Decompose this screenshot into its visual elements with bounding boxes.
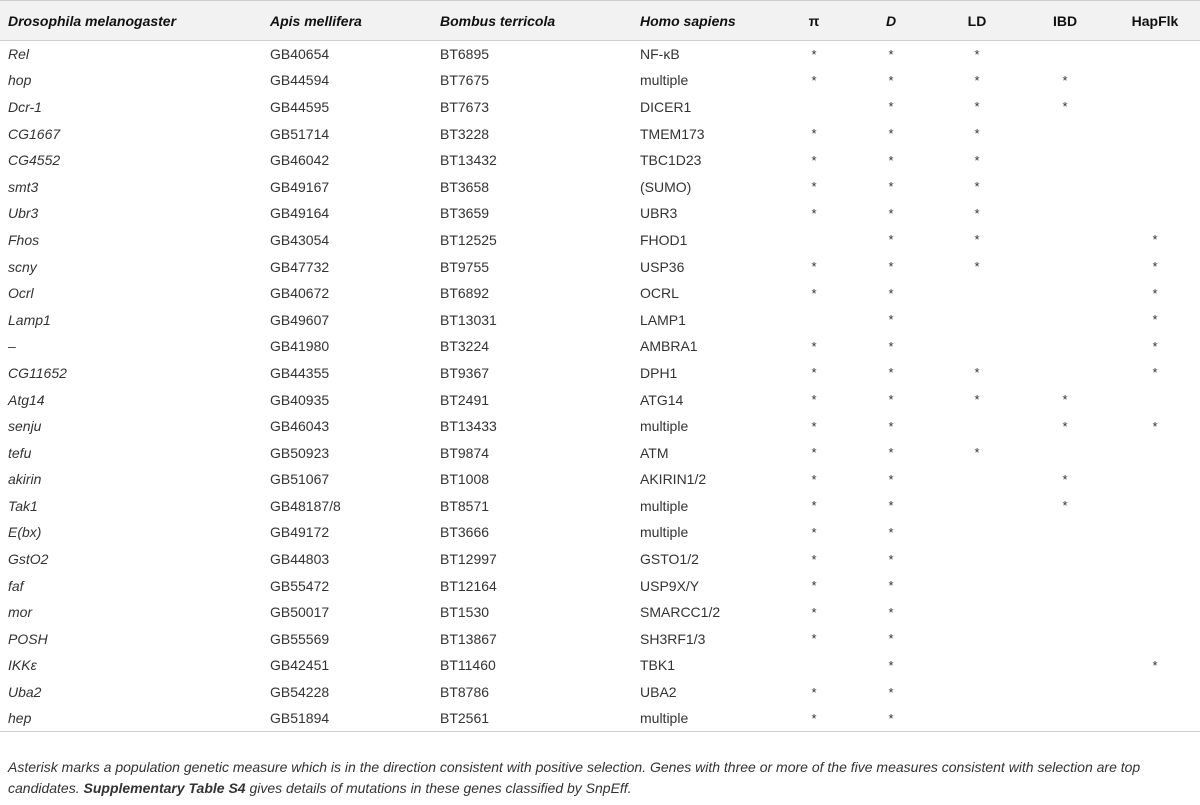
cell-pi: * [811, 179, 817, 195]
cell-d: * [888, 657, 894, 673]
cell-ld: * [974, 152, 980, 168]
cell-drosophila: faf [8, 577, 24, 594]
cell-drosophila: Dcr-1 [8, 98, 42, 115]
cell-ibd [1020, 572, 1110, 599]
cell-ld [934, 679, 1020, 706]
cell-hapflk [1110, 572, 1200, 599]
cell-pi: * [811, 365, 817, 381]
cell-drosophila: senju [8, 418, 42, 435]
cell-hapflk [1110, 67, 1200, 94]
cell-ld [934, 652, 1020, 679]
cell-hapflk [1110, 626, 1200, 653]
cell-ibd [1020, 306, 1110, 333]
col-header-hapflk: HapFlk [1110, 1, 1200, 41]
cell-pi: * [811, 46, 817, 62]
table-row [0, 333, 1200, 360]
cell-drosophila: Ocrl [8, 285, 34, 302]
cell-pi: * [780, 705, 848, 732]
footnote-text: Asterisk marks a population genetic measure which is in the direction consistent with positive selection. Genes with three or more of the five measures consistent with selection are top candidates. [8, 759, 1141, 796]
cell-hapflk: * [1152, 312, 1158, 328]
cell-d: * [888, 126, 894, 142]
cell-hapflk [1110, 705, 1200, 732]
table-row [0, 253, 1200, 280]
cell-ibd [1020, 41, 1110, 68]
cell-hapflk: * [1152, 338, 1158, 354]
cell-apis: GB44355 [270, 364, 330, 381]
table-row [0, 280, 1200, 307]
cell-apis: GB44595 [270, 98, 330, 115]
col-header-ld: LD [934, 1, 1020, 41]
cell-ibd [1020, 227, 1110, 254]
table-row [0, 94, 1200, 121]
cell-bombus: BT3666 [440, 524, 490, 541]
cell-homo: UBA2 [640, 684, 677, 701]
cell-drosophila: smt3 [8, 178, 39, 195]
cell-ibd: * [1062, 418, 1068, 434]
cell-hapflk [1110, 493, 1200, 520]
cell-homo: TBC1D23 [640, 152, 702, 169]
cell-bombus: BT9755 [440, 258, 490, 275]
cell-pi: * [811, 445, 817, 461]
cell-pi: * [811, 72, 817, 88]
cell-bombus: BT2561 [432, 705, 632, 732]
cell-drosophila: Rel [8, 46, 30, 63]
cell-ibd: * [1062, 471, 1068, 487]
cell-apis: GB55569 [270, 630, 330, 647]
cell-ibd: * [1062, 392, 1068, 408]
table-row [0, 599, 1200, 626]
cell-ld [934, 599, 1020, 626]
cell-homo: FHOD1 [640, 231, 688, 248]
cell-hapflk [1110, 466, 1200, 493]
cell-drosophila: – [8, 338, 16, 355]
cell-ibd [1020, 626, 1110, 653]
col-header-pi: π [780, 1, 848, 41]
cell-ibd [1020, 599, 1110, 626]
cell-apis: GB50017 [270, 604, 330, 621]
cell-apis: GB44803 [270, 551, 330, 568]
cell-apis: GB44594 [270, 72, 330, 89]
cell-bombus: BT6895 [440, 46, 490, 63]
cell-bombus: BT1530 [440, 604, 490, 621]
cell-homo: NF-κB [640, 46, 680, 63]
cell-d: * [888, 392, 894, 408]
cell-drosophila: IKKε [8, 657, 37, 674]
cell-ibd [1020, 546, 1110, 573]
cell-drosophila: Fhos [8, 231, 40, 248]
cell-hapflk [1110, 120, 1200, 147]
cell-pi [780, 652, 848, 679]
cell-pi [780, 306, 848, 333]
table-row [0, 493, 1200, 520]
cell-ld: * [974, 126, 980, 142]
header-row [0, 1, 1200, 41]
table-row [0, 413, 1200, 440]
cell-pi: * [811, 152, 817, 168]
col-header-bombus: Bombus terricola [432, 1, 632, 41]
footnote-supplementary-ref: Supplementary Table S4 [83, 780, 246, 796]
cell-d: * [888, 418, 894, 434]
cell-ld [934, 280, 1020, 307]
cell-hapflk: * [1152, 418, 1158, 434]
cell-homo: SH3RF1/3 [640, 630, 706, 647]
cell-homo: TBK1 [640, 657, 676, 674]
cell-hapflk: * [1152, 657, 1158, 673]
table-row [0, 652, 1200, 679]
cell-apis: GB41980 [270, 338, 330, 355]
cell-ibd [1020, 705, 1110, 732]
cell-d: * [888, 471, 894, 487]
table-row [0, 572, 1200, 599]
cell-ld: * [974, 205, 980, 221]
table-row [0, 679, 1200, 706]
cell-hapflk: * [1152, 285, 1158, 301]
cell-ld: * [974, 46, 980, 62]
cell-hapflk [1110, 546, 1200, 573]
table-row [0, 227, 1200, 254]
cell-apis: GB49607 [270, 311, 330, 328]
table-row [0, 67, 1200, 94]
cell-homo: (SUMO) [640, 178, 692, 195]
cell-d: * [888, 445, 894, 461]
cell-homo: OCRL [640, 285, 679, 302]
cell-ibd [1020, 120, 1110, 147]
cell-drosophila: Lamp1 [8, 311, 51, 328]
cell-ld [934, 705, 1020, 732]
cell-pi: * [811, 498, 817, 514]
cell-bombus: BT8571 [440, 497, 490, 514]
table-row [0, 439, 1200, 466]
cell-pi: * [811, 205, 817, 221]
cell-bombus: BT13031 [440, 311, 497, 328]
cell-bombus: BT3658 [440, 178, 490, 195]
cell-ibd [1020, 360, 1110, 387]
cell-d: * [848, 705, 934, 732]
cell-hapflk [1110, 200, 1200, 227]
cell-apis: GB49167 [270, 178, 330, 195]
cell-ibd [1020, 147, 1110, 174]
cell-d: * [888, 259, 894, 275]
col-header-ibd: IBD [1020, 1, 1110, 41]
table-row [0, 626, 1200, 653]
cell-bombus: BT7673 [440, 98, 490, 115]
cell-apis: GB47732 [270, 258, 330, 275]
cell-d: * [888, 285, 894, 301]
cell-bombus: BT11460 [440, 657, 496, 674]
cell-ld [934, 519, 1020, 546]
cell-d: * [888, 631, 894, 647]
cell-bombus: BT8786 [440, 684, 490, 701]
cell-d: * [888, 46, 894, 62]
cell-drosophila: hop [8, 72, 32, 89]
col-header-drosophila: Drosophila melanogaster [0, 1, 262, 41]
cell-homo: AMBRA1 [640, 338, 698, 355]
cell-hapflk [1110, 147, 1200, 174]
cell-drosophila: Atg14 [8, 391, 45, 408]
cell-ibd [1020, 439, 1110, 466]
cell-drosophila: E(bx) [8, 524, 42, 541]
cell-d: * [888, 232, 894, 248]
cell-hapflk: * [1152, 259, 1158, 275]
col-header-d: D [848, 1, 934, 41]
cell-bombus: BT13433 [440, 418, 497, 435]
cell-ld [934, 626, 1020, 653]
cell-apis: GB51894 [262, 705, 432, 732]
table-row [0, 386, 1200, 413]
cell-ibd [1020, 333, 1110, 360]
cell-apis: GB46043 [270, 418, 330, 435]
cell-ld: * [974, 72, 980, 88]
cell-drosophila: tefu [8, 444, 32, 461]
cell-ld: * [974, 445, 980, 461]
cell-homo: ATM [640, 444, 669, 461]
col-header-apis: Apis mellifera [262, 1, 432, 41]
cell-hapflk [1110, 173, 1200, 200]
cell-ld [934, 546, 1020, 573]
cell-drosophila: hep [0, 705, 262, 732]
cell-apis: GB43054 [270, 231, 330, 248]
cell-bombus: BT13432 [440, 152, 497, 169]
cell-ld [934, 493, 1020, 520]
cell-drosophila: GstO2 [8, 551, 49, 568]
cell-ibd [1020, 652, 1110, 679]
cell-drosophila: POSH [8, 630, 48, 647]
cell-ld [934, 572, 1020, 599]
cell-bombus: BT12164 [440, 577, 497, 594]
cell-pi: * [811, 578, 817, 594]
table-row [0, 147, 1200, 174]
cell-hapflk [1110, 599, 1200, 626]
cell-apis: GB40654 [270, 46, 330, 63]
table-row [0, 120, 1200, 147]
cell-drosophila: mor [8, 604, 33, 621]
cell-d: * [888, 72, 894, 88]
cell-homo: TMEM173 [640, 125, 705, 142]
cell-hapflk: * [1152, 365, 1158, 381]
cell-d: * [888, 179, 894, 195]
cell-pi: * [811, 471, 817, 487]
cell-ibd [1020, 679, 1110, 706]
cell-bombus: BT3659 [440, 205, 490, 222]
cell-pi: * [811, 524, 817, 540]
cell-bombus: BT6892 [440, 285, 490, 302]
cell-hapflk [1110, 679, 1200, 706]
cell-d: * [888, 604, 894, 620]
cell-homo: USP9X/Y [640, 577, 700, 594]
cell-apis: GB42451 [270, 657, 330, 674]
col-header-homo: Homo sapiens [632, 1, 780, 41]
cell-apis: GB50923 [270, 444, 330, 461]
cell-pi: * [811, 338, 817, 354]
cell-bombus: BT1008 [440, 471, 490, 488]
cell-ld: * [974, 259, 980, 275]
cell-hapflk [1110, 386, 1200, 413]
cell-bombus: BT13867 [440, 630, 497, 647]
cell-drosophila: Tak1 [8, 497, 38, 514]
table-row [0, 306, 1200, 333]
cell-pi: * [811, 418, 817, 434]
cell-d: * [888, 498, 894, 514]
cell-homo: UBR3 [640, 205, 678, 222]
cell-homo: ATG14 [640, 391, 684, 408]
cell-homo: SMARCC1/2 [640, 604, 721, 621]
cell-apis: GB48187/8 [270, 497, 341, 514]
cell-ibd [1020, 200, 1110, 227]
cell-pi: * [811, 126, 817, 142]
table-row [0, 519, 1200, 546]
cell-d: * [888, 551, 894, 567]
cell-ibd: * [1062, 99, 1068, 115]
cell-bombus: BT2491 [440, 391, 490, 408]
cell-homo: multiple [640, 524, 689, 541]
cell-d: * [888, 578, 894, 594]
cell-apis: GB40672 [270, 285, 330, 302]
cell-ibd [1020, 253, 1110, 280]
cell-ld: * [974, 99, 980, 115]
cell-pi: * [811, 259, 817, 275]
cell-ibd: * [1062, 498, 1068, 514]
cell-d: * [888, 152, 894, 168]
cell-bombus: BT7675 [440, 72, 490, 89]
cell-apis: GB51714 [270, 125, 330, 142]
cell-drosophila: CG11652 [8, 364, 67, 381]
table-row [0, 200, 1200, 227]
cell-homo: GSTO1/2 [640, 551, 699, 568]
cell-d: * [888, 99, 894, 115]
cell-ibd [1020, 519, 1110, 546]
cell-hapflk [1110, 41, 1200, 68]
table-row [0, 173, 1200, 200]
cell-apis: GB49164 [270, 205, 330, 222]
cell-drosophila: akirin [8, 471, 42, 488]
cell-pi [780, 94, 848, 121]
cell-apis: GB40935 [270, 391, 330, 408]
cell-pi: * [811, 631, 817, 647]
cell-homo: USP36 [640, 258, 685, 275]
cell-homo: LAMP1 [640, 311, 686, 328]
cell-pi: * [811, 392, 817, 408]
cell-homo: multiple [640, 418, 689, 435]
cell-ibd [1020, 280, 1110, 307]
cell-ld [934, 413, 1020, 440]
cell-ld [934, 333, 1020, 360]
table-row [0, 360, 1200, 387]
cell-ibd [1020, 173, 1110, 200]
table-row [0, 546, 1200, 573]
footnote-text-end: gives details of mutations in these genes classified by SnpEff. [245, 780, 632, 796]
cell-pi: * [811, 285, 817, 301]
cell-pi: * [811, 604, 817, 620]
cell-ld: * [974, 232, 980, 248]
cell-homo: multiple [632, 705, 780, 732]
cell-ld: * [974, 392, 980, 408]
cell-hapflk [1110, 94, 1200, 121]
cell-ld [934, 306, 1020, 333]
cell-apis: GB55472 [270, 577, 330, 594]
cell-bombus: BT9367 [440, 364, 490, 381]
cell-apis: GB49172 [270, 524, 330, 541]
cell-d: * [888, 524, 894, 540]
cell-drosophila: scny [8, 258, 37, 275]
cell-homo: DICER1 [640, 98, 692, 115]
cell-bombus: BT9874 [440, 444, 490, 461]
cell-homo: AKIRIN1/2 [640, 471, 707, 488]
cell-bombus: BT12997 [440, 551, 497, 568]
table-footnote [8, 757, 1192, 799]
cell-d: * [888, 312, 894, 328]
cell-apis: GB54228 [270, 684, 330, 701]
cell-ld [934, 466, 1020, 493]
cell-pi: * [811, 684, 817, 700]
table-row [0, 705, 1200, 732]
cell-apis: GB51067 [270, 471, 330, 488]
cell-d: * [888, 205, 894, 221]
table-row [0, 41, 1200, 68]
cell-hapflk [1110, 519, 1200, 546]
cell-d: * [888, 365, 894, 381]
table-body [0, 41, 1200, 732]
cell-homo: multiple [640, 497, 689, 514]
cell-bombus: BT12525 [440, 231, 497, 248]
table-row [0, 466, 1200, 493]
cell-bombus: BT3228 [440, 125, 490, 142]
cell-bombus: BT3224 [440, 338, 490, 355]
cell-pi [780, 227, 848, 254]
cell-ld: * [974, 179, 980, 195]
cell-d: * [888, 338, 894, 354]
cell-hapflk [1110, 439, 1200, 466]
cell-drosophila: Ubr3 [8, 205, 39, 222]
cell-d: * [888, 684, 894, 700]
cell-drosophila: CG4552 [8, 152, 61, 169]
cell-pi: * [811, 551, 817, 567]
cell-ld: * [974, 365, 980, 381]
cell-homo: DPH1 [640, 364, 678, 381]
cell-hapflk: * [1152, 232, 1158, 248]
cell-homo: multiple [640, 72, 689, 89]
cell-drosophila: Uba2 [8, 684, 42, 701]
cell-apis: GB46042 [270, 152, 330, 169]
cell-drosophila: CG1667 [8, 125, 61, 142]
cell-ibd: * [1062, 72, 1068, 88]
